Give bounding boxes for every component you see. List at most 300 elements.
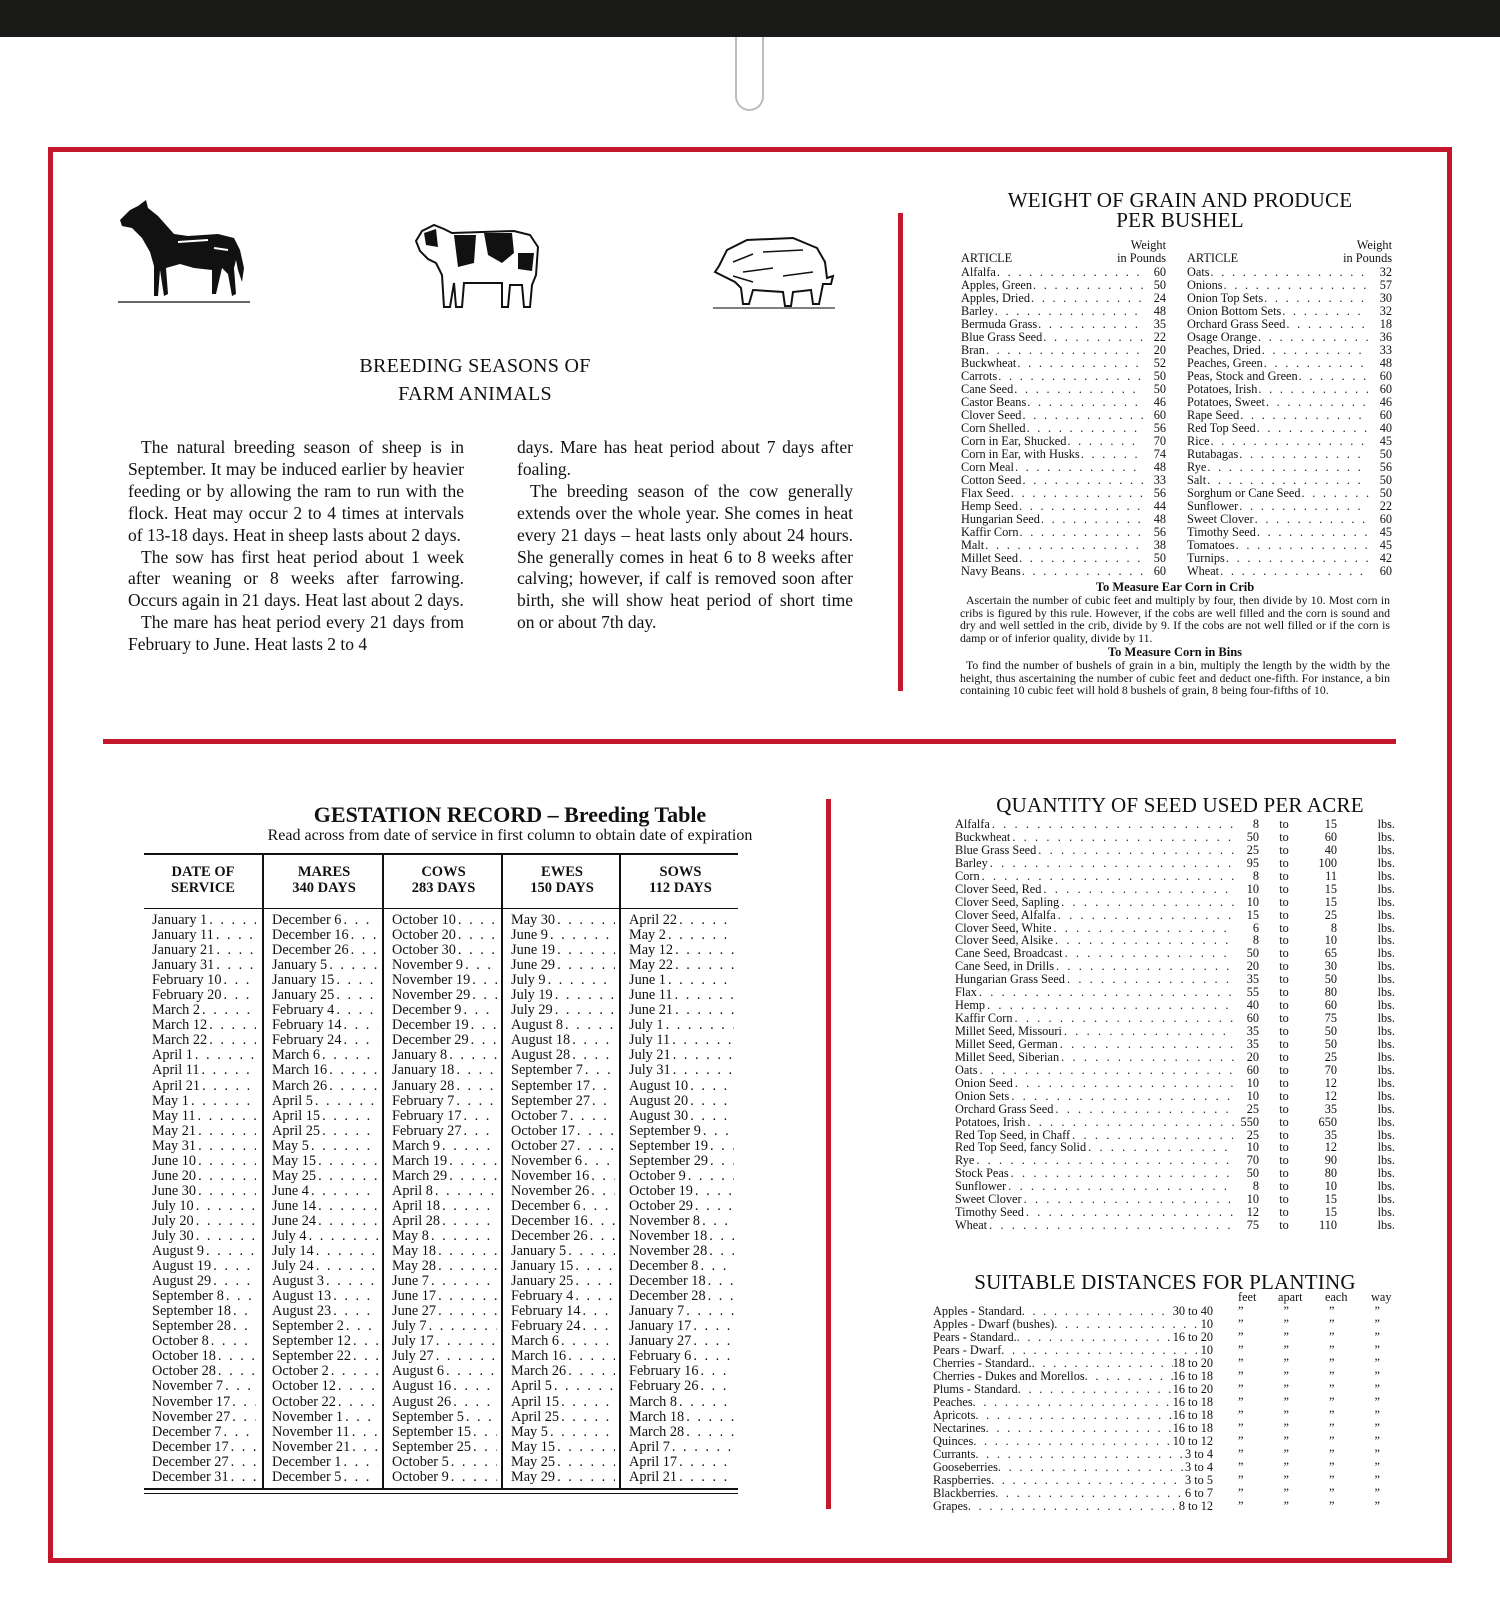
leader-dots (693, 1319, 734, 1334)
plant-name: Raspberries (933, 1473, 992, 1487)
seed-min: 12 (1246, 1205, 1259, 1220)
crib-title: To Measure Ear Corn in Crib (1095, 580, 1255, 594)
leader-dots (206, 1244, 256, 1259)
leader-dots (575, 1289, 615, 1304)
date-text: October 17 (511, 1122, 575, 1139)
leader-dots (1236, 539, 1369, 552)
date-text: November 19 (392, 972, 471, 989)
leader-dots (550, 928, 615, 943)
weight-table-left (961, 238, 1166, 578)
header-feet: feet (1238, 1290, 1257, 1304)
gestation-date-row (511, 1455, 615, 1470)
gestation-date-row (152, 1349, 256, 1364)
seed-unit: lbs. (1377, 972, 1395, 987)
leader-dots (980, 1064, 1235, 1077)
seed-min: 8 (1252, 933, 1259, 948)
gestation-date-row (629, 1244, 734, 1259)
leader-dots (1282, 305, 1369, 318)
gestation-date-row (392, 1214, 497, 1229)
leader-dots (209, 1018, 256, 1033)
date-text: February 6 (629, 1348, 692, 1365)
leader-dots (975, 1409, 1172, 1422)
weight-value: 45 (1379, 525, 1392, 539)
weight-value: 24 (1153, 291, 1166, 305)
gestation-date-row (152, 1319, 256, 1334)
gestation-date-row (392, 928, 497, 943)
gestation-date-row (392, 1048, 497, 1063)
article-name: Hungarian Seed (961, 512, 1040, 526)
weight-value: 22 (1379, 499, 1392, 513)
weight-value: 50 (1153, 369, 1166, 383)
leader-dots (557, 1470, 615, 1485)
gestation-date-row (272, 1018, 378, 1033)
date-text: February 4 (272, 1002, 335, 1019)
seed-unit: lbs. (1377, 1088, 1395, 1103)
date-text: August 9 (152, 1243, 205, 1260)
date-text: March 26 (511, 1363, 567, 1380)
distance-range: 3 to 4 (1184, 1447, 1213, 1461)
article-name: Corn Meal (961, 460, 1014, 474)
ditto-mark: ” (1374, 1304, 1380, 1318)
seed-unit: lbs. (1377, 829, 1395, 844)
leader-dots (1022, 409, 1143, 422)
seed-min: 20 (1246, 1049, 1259, 1064)
article-name: Rape Seed (1187, 408, 1240, 422)
leader-dots (449, 1169, 497, 1184)
distances-table (933, 1290, 1392, 1513)
header-way: way (1371, 1290, 1392, 1304)
leader-dots (1012, 831, 1235, 844)
gestation-date-row (392, 1379, 497, 1394)
date-text: September 22 (272, 1348, 352, 1365)
gestation-date-row (152, 1109, 256, 1124)
header-line1: COWS (421, 864, 466, 880)
leader-dots (453, 1379, 497, 1394)
leader-dots (353, 1349, 378, 1364)
date-text: February 14 (272, 1017, 342, 1034)
gestation-date-row (392, 913, 497, 928)
date-text: March 28 (629, 1423, 685, 1440)
gestation-date-row (511, 1214, 615, 1229)
gestation-date-row (272, 1169, 378, 1184)
seed-max: 25 (1324, 1049, 1337, 1064)
date-text: April 11 (152, 1062, 200, 1079)
gestation-bottom-rule (144, 1488, 738, 1490)
leader-dots (1018, 1383, 1173, 1396)
gestation-column (619, 855, 740, 1488)
distance-range: 16 to 18 (1172, 1408, 1213, 1422)
distance-range: 8 to 12 (1178, 1499, 1213, 1513)
article-name: Clover Seed (961, 408, 1022, 422)
seed-unit: lbs. (1377, 1049, 1395, 1064)
leader-dots (968, 1500, 1179, 1513)
gestation-date-row (629, 1304, 734, 1319)
date-text: April 7 (629, 1438, 670, 1455)
date-text: June 14 (272, 1197, 317, 1214)
date-text: August 23 (272, 1303, 332, 1320)
leader-dots (1257, 526, 1369, 539)
leader-dots (458, 913, 497, 928)
date-text: April 15 (272, 1107, 321, 1124)
seed-unit: lbs. (1377, 842, 1395, 857)
ditto-mark: ” (1238, 1382, 1244, 1396)
leader-dots (466, 1410, 497, 1425)
leader-dots (1064, 1025, 1235, 1038)
gestation-date-row (629, 1274, 734, 1289)
leader-dots (548, 973, 615, 988)
gestation-date-row (152, 1018, 256, 1033)
date-text: December 6 (272, 912, 342, 928)
seed-min: 35 (1246, 1024, 1259, 1038)
date-text: October 9 (629, 1167, 686, 1184)
gestation-date-row (152, 928, 256, 943)
gestation-date-row (272, 913, 378, 928)
date-text: August 16 (392, 1378, 452, 1395)
leader-dots (1055, 1103, 1235, 1116)
leader-dots (1239, 448, 1369, 461)
gestation-date-row (511, 1033, 615, 1048)
seed-to: to (1279, 1140, 1289, 1155)
gestation-column-header (264, 864, 384, 896)
seed-name: Wheat (955, 1218, 988, 1233)
leader-dots (318, 1199, 378, 1214)
gestation-date-row (152, 1214, 256, 1229)
date-text: March 29 (392, 1167, 448, 1184)
ditto-mark: ” (1329, 1421, 1335, 1435)
weight-row (1187, 461, 1392, 474)
seed-max: 25 (1324, 907, 1337, 922)
weight-value: 56 (1153, 486, 1166, 500)
article-name: Castor Beans (961, 395, 1027, 409)
date-text: January 17 (629, 1318, 692, 1335)
leader-dots (700, 1379, 734, 1394)
seed-unit: lbs. (1377, 1114, 1395, 1129)
gestation-date-row (272, 1304, 378, 1319)
date-text: June 7 (392, 1273, 429, 1290)
leader-dots (1065, 947, 1235, 960)
leader-dots (998, 1461, 1185, 1474)
seed-name: Red Top Seed, fancy Solid (955, 1140, 1087, 1155)
distance-range: 3 to 5 (1184, 1473, 1213, 1487)
gestation-date-row (392, 1334, 497, 1349)
date-text: May 25 (511, 1453, 556, 1470)
distance-row (933, 1461, 1388, 1474)
distance-range: 16 to 18 (1172, 1395, 1213, 1409)
gestation-date-row (272, 1048, 378, 1063)
date-text: December 1 (272, 1453, 342, 1470)
leader-dots (449, 1154, 497, 1169)
date-text: August 26 (392, 1393, 452, 1410)
gestation-date-row (629, 1199, 734, 1214)
ditto-mark: ” (1238, 1330, 1244, 1344)
seed-max: 15 (1324, 881, 1337, 896)
weight-value: 46 (1153, 395, 1166, 409)
article-name: Rice (1187, 434, 1210, 448)
leader-dots (690, 1079, 734, 1094)
leader-dots (233, 1319, 256, 1334)
seed-max: 15 (1324, 894, 1337, 909)
seed-to: to (1279, 1153, 1289, 1168)
leader-dots (1011, 487, 1143, 500)
date-text: November 1 (272, 1408, 344, 1425)
weight-value: 33 (1379, 343, 1392, 357)
weight-value: 50 (1379, 447, 1392, 461)
weight-table-right (1187, 238, 1392, 578)
seed-min: 10 (1246, 1075, 1259, 1090)
ditto-mark: ” (1374, 1382, 1380, 1396)
date-text: December 9 (392, 1002, 462, 1019)
ditto-mark: ” (1283, 1330, 1289, 1344)
date-text: December 6 (511, 1197, 581, 1214)
gestation-date-row (152, 1410, 256, 1425)
seed-to: to (1279, 894, 1289, 909)
gestation-column-header (621, 864, 740, 896)
gestation-date-row (152, 1169, 256, 1184)
date-text: February 16 (629, 1363, 699, 1380)
seed-to: to (1279, 1166, 1289, 1181)
date-text: May 22 (629, 957, 674, 974)
weight-value: 60 (1379, 564, 1392, 578)
weight-value: 60 (1379, 512, 1392, 526)
seed-name: Blue Grass Seed (955, 842, 1037, 857)
plant-name: Apricots (933, 1408, 976, 1422)
leader-dots (473, 1425, 497, 1440)
date-text: July 1 (629, 1017, 664, 1034)
leader-dots (679, 1455, 734, 1470)
leader-dots (995, 1487, 1185, 1500)
article-name: Alfalfa (961, 265, 996, 279)
seed-max: 10 (1324, 1179, 1337, 1194)
seed-unit: lbs. (1377, 1205, 1395, 1220)
date-text: October 20 (392, 927, 456, 944)
seed-max: 80 (1324, 985, 1337, 1000)
leader-dots (557, 958, 615, 973)
article-name: Rye (1187, 460, 1207, 474)
gestation-date-row (152, 1289, 256, 1304)
leader-dots (438, 1259, 497, 1274)
ditto-mark: ” (1283, 1343, 1289, 1357)
leader-dots (695, 1184, 734, 1199)
date-text: July 14 (272, 1243, 314, 1260)
leader-dots (429, 1319, 497, 1334)
leader-dots (1299, 370, 1369, 383)
leader-dots (693, 1334, 734, 1349)
date-text: May 5 (511, 1423, 548, 1440)
leader-dots (198, 1154, 256, 1169)
ditto-mark: ” (1329, 1330, 1335, 1344)
leader-dots (336, 973, 378, 988)
date-text: December 19 (392, 1017, 469, 1034)
leader-dots (982, 870, 1235, 883)
gestation-date-row (629, 1018, 734, 1033)
date-text: October 10 (392, 912, 456, 928)
gestation-date-row (629, 1214, 734, 1229)
leader-dots (675, 958, 734, 973)
article-name: Carrots (961, 369, 998, 383)
weight-value: 48 (1153, 304, 1166, 318)
weight-value: 56 (1379, 460, 1392, 474)
gestation-date-row (629, 1455, 734, 1470)
gestation-date-row (511, 1229, 615, 1244)
ditto-mark: ” (1238, 1434, 1244, 1448)
leader-dots (338, 1395, 378, 1410)
ditto-mark: ” (1238, 1304, 1244, 1318)
leader-dots (702, 1214, 734, 1229)
leader-dots (471, 1033, 497, 1048)
leader-dots (231, 1455, 256, 1470)
gestation-date-row (392, 1319, 497, 1334)
date-text: June 27 (392, 1303, 437, 1320)
gestation-date-row (272, 1094, 378, 1109)
leader-dots (709, 1244, 734, 1259)
date-text: December 26 (511, 1227, 588, 1244)
date-text: July 19 (511, 987, 553, 1004)
gestation-date-row (511, 988, 615, 1003)
gestation-column-header (503, 864, 621, 896)
leader-dots (438, 1289, 497, 1304)
gestation-date-row (629, 1229, 734, 1244)
article-name: Bran (961, 343, 985, 357)
gestation-date-row (272, 1319, 378, 1334)
seed-unit: lbs. (1377, 933, 1395, 948)
leader-dots (700, 1259, 734, 1274)
ditto-mark: ” (1283, 1382, 1289, 1396)
seed-min: 35 (1246, 1036, 1259, 1051)
leader-dots (196, 1199, 256, 1214)
seed-row (955, 818, 1395, 831)
leader-dots (1026, 1206, 1235, 1219)
gestation-date-row (392, 1455, 497, 1470)
gestation-date-row (272, 1154, 378, 1169)
gestation-date-row (392, 1349, 497, 1364)
leader-dots (472, 973, 497, 988)
date-text: March 2 (152, 1002, 201, 1019)
ditto-mark: ” (1374, 1369, 1380, 1383)
date-text: January 31 (152, 957, 215, 974)
leader-dots (565, 1018, 615, 1033)
weight-value: 44 (1153, 499, 1166, 513)
gestation-date-row (629, 1289, 734, 1304)
leader-dots (331, 1364, 378, 1379)
top-bar (0, 0, 1500, 37)
leader-dots (1262, 344, 1369, 357)
ditto-mark: ” (1374, 1486, 1380, 1500)
leader-dots (343, 1470, 378, 1485)
weight-value: 22 (1153, 330, 1166, 344)
leader-dots (226, 1289, 256, 1304)
weight-row (1187, 422, 1392, 435)
leader-dots (675, 943, 734, 958)
leader-dots (435, 1184, 497, 1199)
article-name: Osage Orange (1187, 330, 1257, 344)
date-text: June 9 (511, 927, 548, 944)
leader-dots (575, 1274, 615, 1289)
article-header: ARTICLE (1187, 251, 1239, 265)
distance-row (933, 1409, 1388, 1422)
leader-dots (577, 1124, 615, 1139)
leader-dots (998, 370, 1143, 383)
leader-dots (223, 988, 256, 1003)
header-line1: MARES (297, 864, 351, 880)
ditto-mark: ” (1374, 1460, 1380, 1474)
seed-max: 15 (1324, 1205, 1337, 1220)
weight-value: 50 (1153, 382, 1166, 396)
leader-dots (990, 857, 1235, 870)
seed-table (955, 818, 1395, 1232)
date-text: July 20 (152, 1212, 194, 1229)
date-text: August 3 (272, 1273, 325, 1290)
ditto-mark: ” (1329, 1395, 1335, 1409)
bins-title: To Measure Corn in Bins (1107, 644, 1243, 659)
date-text: April 21 (629, 1468, 678, 1485)
gestation-date-row (392, 1063, 497, 1078)
seed-max: 65 (1324, 946, 1337, 961)
weight-value: 18 (1379, 317, 1392, 331)
article-name: Oats (1187, 265, 1210, 279)
weight-value: 20 (1153, 343, 1166, 357)
ditto-mark: ” (1329, 1499, 1335, 1513)
ditto-mark: ” (1374, 1473, 1380, 1487)
date-text: July 11 (629, 1032, 671, 1049)
date-text: June 10 (152, 1152, 197, 1169)
date-text: June 11 (629, 987, 673, 1004)
date-text: June 30 (152, 1182, 197, 1199)
seed-max: 650 (1318, 1114, 1337, 1129)
horse-illustration (118, 198, 250, 308)
leader-dots (703, 1124, 734, 1139)
seed-max: 100 (1318, 855, 1337, 870)
cow-illustration (414, 223, 544, 311)
date-text: July 10 (152, 1197, 194, 1214)
gestation-date-row (629, 1425, 734, 1440)
leader-dots (1061, 1051, 1235, 1064)
ditto-mark: ” (1374, 1343, 1380, 1357)
leader-dots (695, 1199, 734, 1214)
seed-min: 25 (1246, 842, 1259, 857)
date-text: October 22 (272, 1393, 336, 1410)
gestation-date-row (511, 1425, 615, 1440)
seed-min: 60 (1246, 1011, 1259, 1026)
seed-name: Cane Seed, Broadcast (955, 946, 1063, 961)
plant-name: Plums - Standard (933, 1382, 1018, 1396)
date-text: February 17 (392, 1107, 462, 1124)
date-text: August 20 (629, 1092, 689, 1109)
seed-min: 10 (1246, 881, 1259, 896)
leader-dots (449, 1048, 497, 1063)
date-text: September 27 (511, 1092, 591, 1109)
gestation-date-row (272, 928, 378, 943)
header-line2: 340 DAYS (292, 880, 356, 896)
leader-dots (336, 1003, 378, 1018)
weight-value: 50 (1379, 473, 1392, 487)
seed-to: to (1279, 842, 1289, 857)
leader-dots (672, 1440, 734, 1455)
seed-name: Rye (955, 1153, 975, 1168)
gestation-date-row (152, 1334, 256, 1349)
date-text: December 16 (511, 1212, 588, 1229)
leader-dots (1061, 896, 1235, 909)
leader-dots (198, 1169, 256, 1184)
seed-unit: lbs. (1377, 1218, 1395, 1233)
leader-dots (572, 1048, 615, 1063)
gestation-date-row (392, 1033, 497, 1048)
leader-dots (1258, 383, 1369, 396)
date-text: April 18 (392, 1197, 441, 1214)
leader-dots (568, 1364, 615, 1379)
article-header: ARTICLE (961, 251, 1013, 265)
date-text: November 18 (629, 1227, 708, 1244)
leader-dots (1302, 487, 1369, 500)
